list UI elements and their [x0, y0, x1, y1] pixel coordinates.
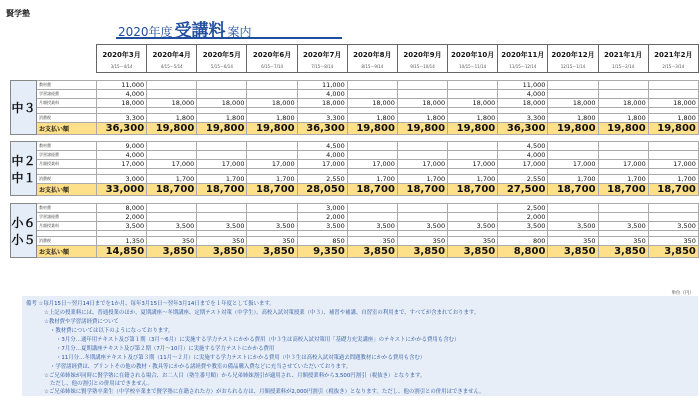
materials-cell	[347, 142, 397, 151]
total-cell: 3,850	[147, 246, 197, 258]
total-cell: 14,850	[97, 246, 147, 258]
total-cell: 19,800	[648, 123, 698, 135]
month-header	[548, 45, 598, 73]
tax-cell: 350	[598, 237, 648, 246]
total-cell: 19,800	[598, 123, 648, 135]
total-cell: 18,700	[397, 184, 447, 196]
facility-cell	[548, 151, 598, 160]
month-label: 2020年3月	[102, 51, 141, 59]
facility-cell	[598, 90, 648, 99]
tax-cell: 350	[548, 237, 598, 246]
tax-cell: 1,700	[247, 175, 297, 184]
row-label: お支払い額	[37, 123, 97, 135]
fee-table	[10, 203, 699, 258]
month-header	[648, 45, 698, 73]
materials-cell	[197, 204, 247, 213]
month-range: 12/15～1/14	[560, 64, 586, 69]
facility-cell: 2,000	[498, 213, 548, 222]
materials-cell	[448, 204, 498, 213]
month-header	[297, 45, 347, 73]
note-line: 備考 ☆毎月15日～翌月14日までを1か月、毎年3月15日～翌年3月14日までを１年度として扱います。	[26, 301, 275, 307]
tuition-cell: 18,000	[397, 99, 447, 108]
tuition-cell: 17,000	[448, 160, 498, 169]
facility-row	[11, 213, 699, 222]
month-header	[247, 45, 297, 73]
tuition-cell: 3,500	[197, 222, 247, 231]
materials-cell	[598, 81, 648, 90]
total-cell: 19,800	[397, 123, 447, 135]
total-cell: 18,700	[598, 184, 648, 196]
month-range: 2/15～3/14	[662, 64, 685, 69]
month-range: 5/15～6/14	[210, 64, 233, 69]
tuition-cell: 18,000	[548, 99, 598, 108]
materials-cell	[648, 81, 698, 90]
tuition-row	[11, 222, 699, 231]
month-label: 2020年10月	[451, 51, 495, 59]
title-year: 2020年度	[118, 25, 173, 39]
facility-row	[11, 151, 699, 160]
total-cell: 27,500	[498, 184, 548, 196]
tuition-cell: 18,000	[448, 99, 498, 108]
materials-cell	[347, 204, 397, 213]
tax-cell: 350	[247, 237, 297, 246]
tuition-row	[11, 160, 699, 169]
facility-cell	[197, 151, 247, 160]
tuition-cell: 3,500	[648, 222, 698, 231]
facility-cell	[397, 151, 447, 160]
month-label: 2020年9月	[403, 51, 442, 59]
materials-cell	[397, 204, 447, 213]
month-label: 2020年12月	[551, 51, 595, 59]
row-label: 学習諸経費	[37, 90, 97, 99]
tuition-cell: 3,500	[97, 222, 147, 231]
materials-cell	[397, 81, 447, 90]
facility-cell	[147, 151, 197, 160]
tax-cell: 350	[648, 237, 698, 246]
materials-row	[11, 142, 699, 151]
total-cell: 18,700	[247, 184, 297, 196]
tax-cell: 350	[397, 237, 447, 246]
facility-cell	[397, 90, 447, 99]
facility-cell: 4,000	[97, 151, 147, 160]
month-header	[197, 45, 247, 73]
tax-cell: 1,800	[397, 114, 447, 123]
total-cell: 3,850	[197, 246, 247, 258]
month-label: 2020年6月	[252, 51, 292, 59]
month-range: 4/15～5/14	[160, 64, 183, 69]
tax-cell: 1,800	[648, 114, 698, 123]
total-row	[11, 246, 699, 258]
tuition-cell: 18,000	[297, 99, 347, 108]
row-label: 教材費	[37, 81, 97, 90]
total-cell: 28,050	[297, 184, 347, 196]
school-name: 賢学塾	[6, 9, 30, 18]
month-label: 2020年11月	[501, 51, 545, 59]
tax-cell: 3,300	[498, 114, 548, 123]
tax-cell: 350	[448, 237, 498, 246]
tuition-cell: 18,000	[147, 99, 197, 108]
total-cell: 3,850	[347, 246, 397, 258]
materials-cell	[197, 142, 247, 151]
facility-cell	[648, 213, 698, 222]
month-header	[397, 45, 447, 73]
materials-cell	[448, 142, 498, 151]
note-line: ☆ご兄弟姉妹が同時に賢学塾に在籍される場合、お二人目（塾生番号順）から兄弟姉妹割引が適用され、月額授業料から3,500円割引（税抜き）となります。	[44, 373, 426, 379]
note-line: ・7月分…夏期講座テキスト及び第２期（7月～10月）に実施する学力テストにかかる費用	[56, 346, 275, 352]
materials-row	[11, 204, 699, 213]
tax-cell: 1,800	[147, 114, 197, 123]
facility-cell	[448, 90, 498, 99]
month-range: 7/15～8/14	[311, 64, 334, 69]
month-range: 10/15～11/14	[459, 64, 487, 69]
materials-row	[11, 81, 699, 90]
total-cell: 19,800	[147, 123, 197, 135]
note-line: ・3月分…通年用テキスト及び第１期（3月～6月）に実施する学力テストにかかる費用（中３生は高校入試対策用「基礎力充実講座」のテキストにかかる費用も含む）	[56, 337, 460, 343]
row-label: 月額授業料	[37, 222, 97, 231]
facility-cell	[548, 90, 598, 99]
month-label: 2020年8月	[353, 51, 392, 59]
total-cell: 19,800	[548, 123, 598, 135]
total-cell: 18,700	[448, 184, 498, 196]
materials-cell: 2,500	[498, 204, 548, 213]
tuition-cell: 3,500	[448, 222, 498, 231]
total-cell: 19,800	[347, 123, 397, 135]
tax-row	[11, 237, 699, 246]
month-header	[598, 45, 648, 73]
tax-row	[11, 175, 699, 184]
tuition-cell: 3,500	[297, 222, 347, 231]
grade-label: 小６ 小５	[11, 204, 37, 258]
month-label: 2021年1月	[603, 51, 643, 59]
facility-cell: 4,000	[498, 90, 548, 99]
title-underline	[116, 37, 342, 39]
tax-cell: 1,800	[448, 114, 498, 123]
month-label: 2021年2月	[654, 51, 693, 59]
materials-cell	[598, 142, 648, 151]
row-label: 消費税	[37, 237, 97, 246]
note-line: ・教材費については以下のようになっております。	[50, 328, 174, 334]
tuition-cell: 17,000	[297, 160, 347, 169]
materials-cell	[548, 204, 598, 213]
total-cell: 36,300	[97, 123, 147, 135]
total-row	[11, 184, 699, 196]
row-label: 学習諸経費	[37, 213, 97, 222]
month-header	[498, 45, 548, 73]
total-cell: 3,850	[548, 246, 598, 258]
materials-cell	[197, 81, 247, 90]
materials-cell	[548, 81, 598, 90]
materials-cell: 3,000	[297, 204, 347, 213]
note-line: ☆教材費や学習諸経費について	[44, 319, 119, 325]
total-cell: 9,350	[297, 246, 347, 258]
materials-cell	[247, 81, 297, 90]
note-line: ☆上記の授業料には、普通授業のほか、夏期講座～冬期講座、定期テスト対策（中学生）、高校入試対策授業（中３）、補習や補講、自習室の利用まで、すべてが含まれております。	[44, 310, 480, 316]
month-range: 1/15～2/14	[612, 64, 635, 69]
tax-cell: 1,700	[448, 175, 498, 184]
notes-box	[22, 296, 698, 396]
fee-table	[10, 80, 699, 135]
tuition-cell: 17,000	[197, 160, 247, 169]
tuition-cell: 3,500	[347, 222, 397, 231]
tuition-cell: 18,000	[648, 99, 698, 108]
tax-cell: 800	[498, 237, 548, 246]
facility-cell	[197, 90, 247, 99]
materials-cell	[247, 142, 297, 151]
total-cell: 19,800	[247, 123, 297, 135]
total-cell: 3,850	[448, 246, 498, 258]
month-label: 2020年4月	[152, 51, 191, 59]
note-line: ただし、他の割引との併用はできません。	[50, 381, 153, 387]
total-cell: 18,700	[548, 184, 598, 196]
total-cell: 18,700	[197, 184, 247, 196]
unit-label: 単位（円）	[671, 291, 694, 296]
tuition-cell: 18,000	[598, 99, 648, 108]
tax-cell: 1,700	[147, 175, 197, 184]
total-cell: 19,800	[448, 123, 498, 135]
row-label: 教材費	[37, 142, 97, 151]
facility-cell	[598, 151, 648, 160]
tax-cell: 3,300	[297, 114, 347, 123]
total-cell: 8,800	[498, 246, 548, 258]
facility-cell	[347, 151, 397, 160]
materials-cell	[448, 81, 498, 90]
grade-label: 中３	[11, 81, 37, 135]
materials-cell	[648, 204, 698, 213]
tax-cell: 2,550	[297, 175, 347, 184]
materials-cell: 4,500	[297, 142, 347, 151]
tuition-cell: 17,000	[548, 160, 598, 169]
total-cell: 33,000	[97, 184, 147, 196]
tuition-cell: 18,000	[347, 99, 397, 108]
row-label: 月額授業料	[37, 160, 97, 169]
materials-cell: 11,000	[498, 81, 548, 90]
tax-cell: 2,550	[498, 175, 548, 184]
facility-cell	[147, 213, 197, 222]
total-cell: 3,850	[648, 246, 698, 258]
tuition-cell: 17,000	[147, 160, 197, 169]
tax-cell: 3,000	[97, 175, 147, 184]
month-label: 2020年5月	[202, 51, 242, 59]
month-range: 8/15～9/14	[361, 64, 384, 69]
total-cell: 18,700	[147, 184, 197, 196]
total-cell: 36,300	[498, 123, 548, 135]
facility-cell	[448, 213, 498, 222]
facility-cell: 2,000	[297, 213, 347, 222]
total-cell: 18,700	[648, 184, 698, 196]
total-cell: 3,850	[247, 246, 297, 258]
materials-cell: 8,000	[97, 204, 147, 213]
tax-cell: 1,700	[397, 175, 447, 184]
tuition-row	[11, 99, 699, 108]
month-range: 6/15～7/14	[261, 64, 284, 69]
facility-cell	[598, 213, 648, 222]
tuition-cell: 17,000	[648, 160, 698, 169]
tax-cell: 1,700	[347, 175, 397, 184]
title-main: 受講料	[174, 21, 226, 41]
tax-cell: 1,700	[548, 175, 598, 184]
tax-cell: 350	[347, 237, 397, 246]
total-cell: 36,300	[297, 123, 347, 135]
materials-cell	[397, 142, 447, 151]
month-range: 11/15～12/14	[509, 64, 537, 69]
materials-cell	[347, 81, 397, 90]
row-label: お支払い額	[37, 246, 97, 258]
materials-cell: 4,500	[498, 142, 548, 151]
total-cell: 19,800	[197, 123, 247, 135]
facility-row	[11, 90, 699, 99]
facility-cell	[247, 213, 297, 222]
materials-cell: 11,000	[97, 81, 147, 90]
tuition-cell: 3,500	[397, 222, 447, 231]
tax-cell: 850	[297, 237, 347, 246]
total-cell: 18,700	[347, 184, 397, 196]
month-range: 9/15～10/14	[410, 64, 435, 69]
tuition-cell: 17,000	[247, 160, 297, 169]
tax-cell: 3,300	[97, 114, 147, 123]
tuition-cell: 3,500	[147, 222, 197, 231]
note-line: ・11月分…冬期講座テキスト及び第３期（11月～２月）に実施する学力テストにかかる費用（中３生は高校入試対策過去問題教材にかかる費用も含む）	[56, 355, 426, 361]
tax-cell: 1,800	[347, 114, 397, 123]
month-range: 3/15～4/14	[110, 64, 133, 69]
facility-cell	[247, 151, 297, 160]
total-cell: 3,850	[598, 246, 648, 258]
tax-cell: 1,800	[247, 114, 297, 123]
tuition-cell: 17,000	[397, 160, 447, 169]
materials-cell: 11,000	[297, 81, 347, 90]
month-label: 2020年7月	[303, 51, 342, 59]
materials-cell	[147, 204, 197, 213]
tuition-cell: 3,500	[548, 222, 598, 231]
tax-cell: 1,800	[197, 114, 247, 123]
total-row	[11, 123, 699, 135]
tax-cell: 1,700	[598, 175, 648, 184]
tuition-cell: 18,000	[247, 99, 297, 108]
row-label: お支払い額	[37, 184, 97, 196]
month-header	[147, 45, 197, 73]
facility-cell	[197, 213, 247, 222]
facility-cell: 4,000	[297, 90, 347, 99]
tuition-cell: 17,000	[347, 160, 397, 169]
tuition-cell: 18,000	[498, 99, 548, 108]
tuition-cell: 18,000	[97, 99, 147, 108]
tuition-cell: 17,000	[97, 160, 147, 169]
month-header	[448, 45, 498, 73]
tax-cell: 1,350	[97, 237, 147, 246]
materials-cell	[648, 142, 698, 151]
materials-cell	[548, 142, 598, 151]
row-label: 消費税	[37, 175, 97, 184]
tax-cell: 1,800	[548, 114, 598, 123]
total-cell: 3,850	[397, 246, 447, 258]
row-label: 消費税	[37, 114, 97, 123]
fee-table	[10, 141, 699, 196]
note-line: ☆ご兄弟姉妹に賢学塾卒業生（中学校卒業まで賢学塾に在籍された方）がおられる方は、月額授業料が2,000円割引（税抜き）となります。ただし、他の割引との併用はできません。	[44, 389, 485, 395]
tax-cell: 350	[197, 237, 247, 246]
tuition-cell: 3,500	[598, 222, 648, 231]
tax-cell: 1,800	[598, 114, 648, 123]
facility-cell	[648, 90, 698, 99]
tuition-cell: 17,000	[598, 160, 648, 169]
materials-cell	[247, 204, 297, 213]
materials-cell	[598, 204, 648, 213]
facility-cell: 4,000	[297, 151, 347, 160]
note-line: ・学習諸経費は、プリントその他の教材・教具等にかかる諸経費や教室の備品購入費などに充当させていただいております。	[50, 364, 352, 370]
facility-cell	[548, 213, 598, 222]
row-label: 教材費	[37, 204, 97, 213]
facility-cell: 4,000	[498, 151, 548, 160]
month-header	[97, 45, 147, 73]
facility-cell	[397, 213, 447, 222]
title-suffix: 案内	[227, 25, 252, 39]
tuition-cell: 3,500	[498, 222, 548, 231]
tax-cell: 350	[147, 237, 197, 246]
tax-row	[11, 114, 699, 123]
materials-cell: 9,000	[97, 142, 147, 151]
facility-cell: 2,000	[97, 213, 147, 222]
tax-cell: 1,700	[197, 175, 247, 184]
row-label: 月額授業料	[37, 99, 97, 108]
facility-cell: 4,000	[97, 90, 147, 99]
facility-cell	[448, 151, 498, 160]
month-header	[347, 45, 397, 73]
materials-cell	[147, 81, 197, 90]
tuition-cell: 3,500	[247, 222, 297, 231]
tuition-cell: 17,000	[498, 160, 548, 169]
facility-cell	[347, 213, 397, 222]
facility-cell	[347, 90, 397, 99]
facility-cell	[147, 90, 197, 99]
month-header-table	[96, 44, 699, 73]
facility-cell	[247, 90, 297, 99]
grade-label: 中２ 中１	[11, 142, 37, 196]
facility-cell	[648, 151, 698, 160]
row-label: 学習諸経費	[37, 151, 97, 160]
tax-cell: 1,700	[648, 175, 698, 184]
tuition-cell: 18,000	[197, 99, 247, 108]
materials-cell	[147, 142, 197, 151]
